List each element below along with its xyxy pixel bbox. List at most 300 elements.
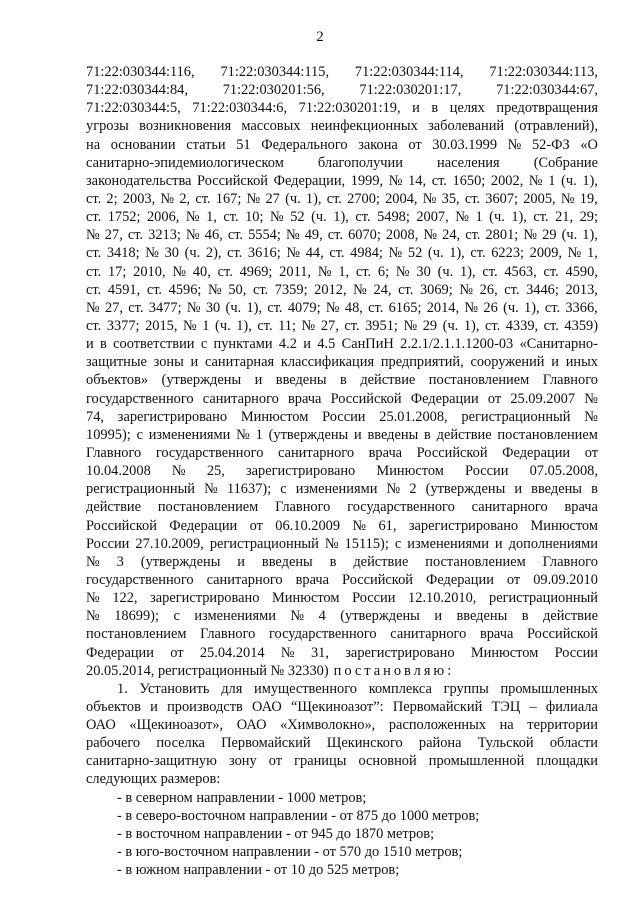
word: 21, bbox=[555, 209, 574, 226]
word: 71:22:030344:67, bbox=[496, 82, 598, 99]
word: 27, bbox=[104, 227, 123, 244]
word: постановлением bbox=[428, 372, 530, 389]
text-line bbox=[86, 172, 598, 190]
word: Российской bbox=[197, 172, 268, 189]
word: 1, bbox=[587, 245, 598, 262]
word: и bbox=[353, 426, 362, 443]
word: 71:22:030201:56, bbox=[222, 82, 325, 99]
word: врача bbox=[288, 390, 322, 407]
word: 4596; bbox=[168, 281, 202, 298]
word: 52 bbox=[407, 245, 423, 262]
word: (утверждены bbox=[340, 608, 420, 625]
word: 10.04.2008 bbox=[86, 463, 151, 480]
word: ст. bbox=[86, 245, 102, 262]
text-line bbox=[86, 281, 598, 299]
word: и bbox=[494, 535, 503, 552]
word: 26, bbox=[479, 281, 498, 298]
word: ст. bbox=[543, 317, 559, 334]
word: Минюстом bbox=[530, 517, 598, 534]
text-line bbox=[86, 607, 598, 625]
word: № bbox=[171, 463, 186, 480]
word: государственного bbox=[269, 626, 377, 643]
word: Российской bbox=[527, 626, 598, 643]
word: 3366, bbox=[565, 299, 598, 316]
word: № bbox=[584, 390, 598, 407]
word: зону bbox=[228, 753, 257, 770]
word: группы bbox=[443, 680, 489, 697]
word: ст. bbox=[195, 190, 211, 207]
word: введены bbox=[531, 481, 582, 498]
word: 2012, bbox=[314, 281, 347, 298]
text-line bbox=[86, 571, 598, 589]
word: ст. bbox=[217, 263, 233, 280]
direction-item: - в юго-восточном направлении - от 570 до 1510 метров; bbox=[117, 844, 463, 861]
word: действие bbox=[360, 372, 416, 389]
word: № bbox=[208, 281, 222, 298]
text-line bbox=[86, 190, 598, 208]
word: 2005, bbox=[523, 190, 556, 207]
word: ОАО bbox=[236, 717, 267, 734]
word: 2007, bbox=[416, 209, 449, 226]
word: № bbox=[86, 590, 100, 607]
word: филиала bbox=[545, 698, 598, 715]
text-line bbox=[86, 408, 598, 426]
word: № bbox=[286, 245, 301, 262]
word: № bbox=[270, 209, 284, 226]
word: 52 bbox=[290, 209, 305, 226]
direction-item: - в восточном направлении - от 945 до 1870 метров; bbox=[117, 825, 435, 842]
word: регистрационный bbox=[489, 590, 598, 607]
word: регистрационный bbox=[461, 408, 571, 425]
word: 07.05.2008, bbox=[529, 463, 598, 480]
word: 27, bbox=[320, 317, 339, 334]
word: 1), bbox=[582, 172, 598, 189]
word: с bbox=[200, 336, 208, 353]
word: ст. bbox=[484, 317, 501, 334]
word: ст. bbox=[533, 209, 549, 226]
word: промышленной bbox=[428, 753, 525, 770]
text-line bbox=[86, 589, 598, 607]
word: 1 bbox=[548, 172, 556, 189]
word: Главного bbox=[542, 553, 598, 570]
word: (утверждены bbox=[268, 426, 349, 443]
word: введены bbox=[367, 426, 419, 443]
word: 27, bbox=[105, 299, 124, 316]
word: 1752; bbox=[107, 209, 141, 226]
word: от bbox=[487, 390, 502, 407]
word: 122, bbox=[112, 590, 138, 607]
word: государственного bbox=[86, 390, 194, 407]
word: Российской bbox=[330, 390, 402, 407]
word: ст. bbox=[464, 190, 481, 207]
word: 1), bbox=[305, 190, 322, 207]
word: 3477; bbox=[148, 299, 182, 316]
word: (утверждены bbox=[140, 553, 221, 570]
word: 30 bbox=[164, 245, 179, 262]
word: 2013, bbox=[565, 281, 598, 298]
word: имущественного bbox=[254, 680, 357, 697]
word: от bbox=[584, 444, 598, 461]
word: постановлением bbox=[86, 626, 187, 643]
word: 4079; bbox=[287, 299, 321, 316]
word: 71:22:030344:5, bbox=[86, 100, 181, 117]
word: возникновения bbox=[139, 118, 232, 135]
word: врача bbox=[564, 499, 598, 516]
word: основании bbox=[110, 136, 176, 153]
word: изменениями bbox=[295, 481, 378, 498]
text-line bbox=[86, 426, 598, 444]
word: ст. bbox=[86, 281, 102, 298]
text-line bbox=[86, 244, 598, 262]
word: № bbox=[86, 608, 100, 625]
text-line bbox=[86, 63, 598, 81]
word: 4339, bbox=[505, 317, 539, 334]
word: России bbox=[352, 590, 396, 607]
word: № bbox=[528, 172, 543, 189]
word: (Собрание bbox=[533, 154, 598, 171]
item1-last-line: следующих размеров: bbox=[86, 771, 221, 788]
word: 1 bbox=[202, 317, 210, 334]
word: № bbox=[324, 535, 339, 552]
word: в bbox=[424, 426, 431, 443]
word: 51 bbox=[236, 136, 251, 153]
word: благополучии bbox=[317, 154, 403, 171]
word: введены bbox=[456, 608, 508, 625]
text-line bbox=[86, 390, 598, 408]
word: 31, bbox=[310, 644, 329, 661]
word: 4359) bbox=[564, 317, 598, 334]
word: ст. bbox=[227, 227, 244, 244]
word: 15115); bbox=[344, 535, 389, 552]
resolution-reference: 20.05.2014, регистрационный № 32330) bbox=[86, 662, 329, 679]
word: № bbox=[86, 299, 100, 316]
word: «Щекиноазот», bbox=[129, 717, 224, 734]
text-line bbox=[86, 680, 598, 698]
word: 2014, bbox=[426, 299, 460, 316]
word: Федерации bbox=[410, 390, 479, 407]
word: 27 bbox=[265, 190, 280, 207]
word: «О bbox=[580, 136, 598, 153]
word: ОАО bbox=[86, 717, 116, 734]
word: 2700; bbox=[347, 190, 380, 207]
word: 18699); bbox=[114, 608, 159, 625]
word: 2 bbox=[409, 481, 417, 498]
word: 3951; bbox=[365, 317, 398, 334]
word: санитарного bbox=[202, 390, 279, 407]
word: постановлением bbox=[157, 499, 259, 516]
resolution-word: постановляю: bbox=[333, 662, 455, 679]
word: Главного bbox=[86, 444, 142, 461]
word: введены bbox=[275, 372, 327, 389]
word: № bbox=[455, 209, 469, 226]
word: № bbox=[172, 263, 187, 280]
text-line bbox=[86, 644, 598, 662]
word: зарегистрировано bbox=[150, 590, 260, 607]
word: Федерации bbox=[86, 644, 154, 661]
word: на bbox=[86, 136, 101, 153]
word: 35, bbox=[441, 190, 460, 207]
word: № bbox=[185, 227, 200, 244]
word: регистрационный bbox=[209, 535, 319, 552]
word: с bbox=[136, 426, 143, 443]
word: (ч. bbox=[311, 209, 327, 226]
word: ст. bbox=[504, 281, 520, 298]
text-line bbox=[86, 81, 598, 99]
word: 6070; bbox=[348, 227, 381, 244]
word: статьи bbox=[186, 136, 226, 153]
word: Федерации bbox=[425, 571, 494, 588]
word: 71:22:030201:19, bbox=[298, 100, 401, 117]
word: 26 bbox=[483, 299, 498, 316]
word: 44, bbox=[305, 245, 324, 262]
word: СанПиН bbox=[341, 336, 394, 353]
word: 1. bbox=[117, 680, 128, 697]
word: ст. bbox=[355, 263, 372, 280]
word: 1), bbox=[582, 227, 598, 244]
word: и bbox=[237, 553, 245, 570]
word: ст. bbox=[146, 281, 163, 298]
word: 4591, bbox=[107, 281, 141, 298]
word: России bbox=[322, 408, 366, 425]
word: 25, bbox=[206, 463, 225, 480]
word: 61, bbox=[378, 517, 397, 534]
word: № bbox=[246, 190, 261, 207]
text-line bbox=[86, 535, 598, 553]
word: ст. bbox=[470, 245, 486, 262]
text-line bbox=[86, 517, 598, 535]
word: зарегистрировано bbox=[245, 463, 356, 480]
word: границы bbox=[294, 753, 347, 770]
word: 1), bbox=[459, 263, 476, 280]
word: 1), bbox=[511, 209, 527, 226]
word: и bbox=[514, 481, 523, 498]
word: 12.10.2010, bbox=[408, 590, 477, 607]
word: 2009, bbox=[529, 245, 563, 262]
word: зоны bbox=[153, 354, 184, 371]
text-line bbox=[86, 462, 598, 480]
word: 3213; bbox=[148, 227, 181, 244]
word: 1, bbox=[206, 209, 217, 226]
word: № bbox=[584, 408, 598, 425]
word: Минюстом bbox=[272, 590, 340, 607]
word: и bbox=[150, 698, 158, 715]
word: классификация bbox=[280, 354, 375, 371]
word: 1650; bbox=[452, 172, 486, 189]
word: 74, bbox=[86, 408, 104, 425]
word: 27.10.2009, bbox=[135, 535, 204, 552]
direction-item: - в южном направлении - от 10 до 525 метров; bbox=[117, 862, 400, 879]
word: № bbox=[185, 209, 200, 226]
word: 09.09.2010 bbox=[533, 571, 598, 588]
word: ст. bbox=[431, 172, 447, 189]
word: 10995); bbox=[86, 426, 131, 443]
word: санитарного bbox=[471, 499, 548, 516]
word: № bbox=[183, 317, 197, 334]
word: № bbox=[236, 426, 250, 443]
word: 2011, bbox=[279, 263, 312, 280]
word: ст. bbox=[327, 227, 343, 244]
word: ст. bbox=[398, 281, 414, 298]
word: «Санитарно- bbox=[519, 336, 598, 353]
word: регистрационный bbox=[86, 481, 195, 498]
word: ст. bbox=[465, 227, 481, 244]
word: предотвращения bbox=[496, 100, 598, 117]
word: 6165; bbox=[388, 299, 422, 316]
word: № bbox=[353, 281, 367, 298]
word: (ч. bbox=[427, 245, 444, 262]
word: комплекса bbox=[368, 680, 432, 697]
word: поселка bbox=[156, 735, 205, 752]
word: законодательства bbox=[86, 172, 192, 189]
word: на bbox=[499, 717, 514, 734]
word: № bbox=[290, 608, 305, 625]
text-line bbox=[86, 136, 598, 154]
text-line bbox=[86, 263, 598, 281]
word: 46, bbox=[204, 227, 223, 244]
word: Федерального bbox=[261, 136, 348, 153]
word: России bbox=[465, 463, 509, 480]
word: (утверждены bbox=[161, 372, 242, 389]
word: ст. bbox=[329, 245, 345, 262]
word: 06.10.2009 bbox=[275, 517, 341, 534]
text-line bbox=[86, 335, 598, 353]
word: 3377; bbox=[106, 317, 140, 334]
word: и bbox=[190, 354, 199, 371]
word: Установить bbox=[139, 680, 210, 697]
word: ст. bbox=[482, 263, 498, 280]
word: 11; bbox=[278, 317, 296, 334]
word: с bbox=[280, 481, 287, 498]
word: 2), bbox=[205, 245, 222, 262]
word: санитарно-защитную bbox=[86, 753, 217, 770]
word: № bbox=[560, 190, 575, 207]
word: ст. bbox=[252, 281, 269, 298]
word: 1999, bbox=[350, 172, 384, 189]
word: врача bbox=[295, 571, 330, 588]
word: 4.5 bbox=[317, 336, 336, 353]
word: (ч. bbox=[225, 299, 242, 316]
word: № bbox=[301, 317, 316, 334]
word: зарегистрировано bbox=[117, 408, 228, 425]
word: производств bbox=[167, 698, 243, 715]
word: 1 bbox=[255, 426, 263, 443]
word: (утверждены bbox=[425, 481, 506, 498]
word: Минюстом bbox=[240, 408, 309, 425]
word: Российской bbox=[86, 517, 157, 534]
word: Щекинского bbox=[326, 735, 403, 752]
word: санитарного bbox=[206, 571, 283, 588]
word: (ч. bbox=[503, 299, 519, 316]
word: 17; bbox=[107, 263, 127, 280]
word: 2, bbox=[179, 190, 191, 207]
word: 3418; bbox=[106, 245, 140, 262]
word: – bbox=[529, 698, 537, 715]
page-number: 2 bbox=[316, 29, 324, 45]
word: 2801; bbox=[485, 227, 519, 244]
word: 2010, bbox=[133, 263, 166, 280]
word: 2002, bbox=[490, 172, 524, 189]
word: 1, bbox=[338, 263, 350, 280]
word: 71:22:030344:84, bbox=[86, 82, 188, 99]
word: 7359; bbox=[274, 281, 308, 298]
word: основной bbox=[358, 753, 417, 770]
text-line bbox=[86, 208, 598, 226]
text-line bbox=[86, 117, 598, 135]
word: постановлением bbox=[497, 426, 598, 443]
text-line bbox=[86, 752, 598, 770]
text-line bbox=[86, 444, 598, 462]
word: ОАО bbox=[252, 698, 282, 715]
word: 1), bbox=[449, 245, 465, 262]
word: расположенных bbox=[388, 717, 486, 734]
word: площадки bbox=[536, 753, 598, 770]
word: врача bbox=[368, 444, 403, 461]
word: 29 bbox=[422, 317, 438, 334]
word: 25.04.2014 bbox=[199, 644, 265, 661]
word: государственного bbox=[86, 571, 194, 588]
word: 1), bbox=[246, 299, 263, 316]
word: зарегистрировано bbox=[345, 644, 455, 661]
word: 1), bbox=[524, 299, 540, 316]
word: санитарная bbox=[204, 354, 275, 371]
word: государственного bbox=[347, 499, 455, 516]
word: ст. bbox=[86, 317, 102, 334]
word: в bbox=[100, 336, 107, 353]
word: 3069; bbox=[419, 281, 453, 298]
word: постановлением bbox=[425, 553, 526, 570]
word: Главного bbox=[200, 626, 256, 643]
word: и bbox=[434, 608, 443, 625]
word: Федерации, bbox=[273, 172, 346, 189]
word: № bbox=[423, 227, 438, 244]
word: ст. bbox=[86, 263, 102, 280]
word: 3607; bbox=[485, 190, 519, 207]
word: и bbox=[303, 336, 311, 353]
word: № bbox=[388, 245, 403, 262]
word: санитарного bbox=[278, 444, 355, 461]
word: 1), bbox=[236, 317, 252, 334]
word: объектов» bbox=[86, 372, 149, 389]
word: 48, bbox=[344, 299, 363, 316]
word: промышленных bbox=[500, 680, 598, 697]
word: 2015, bbox=[145, 317, 178, 334]
word: 4.2 bbox=[278, 336, 297, 353]
word: 2004, bbox=[385, 190, 418, 207]
word: 24, bbox=[373, 281, 392, 298]
word: 10; bbox=[245, 209, 264, 226]
word: (ч. bbox=[489, 209, 505, 226]
word: 4 bbox=[318, 608, 326, 625]
word: России bbox=[554, 644, 598, 661]
word: действие bbox=[543, 608, 598, 625]
word: № bbox=[352, 517, 367, 534]
word: в bbox=[340, 372, 347, 389]
word: Федерации bbox=[502, 444, 571, 461]
word: ст. bbox=[223, 209, 239, 226]
word: от bbox=[170, 644, 184, 661]
word: 2.2.1/2.1.1.1200-03 bbox=[400, 336, 514, 353]
word: в bbox=[329, 553, 337, 570]
text-line bbox=[86, 625, 598, 643]
word: изменениями bbox=[148, 426, 231, 443]
document-body bbox=[86, 63, 598, 879]
word: “Щекиноазот”: bbox=[291, 698, 384, 715]
word: Минюстом bbox=[470, 644, 539, 661]
resolution-line bbox=[86, 662, 598, 680]
word: (ч. bbox=[561, 227, 578, 244]
word: (ч. bbox=[442, 317, 459, 334]
word: предприятий, bbox=[380, 354, 464, 371]
